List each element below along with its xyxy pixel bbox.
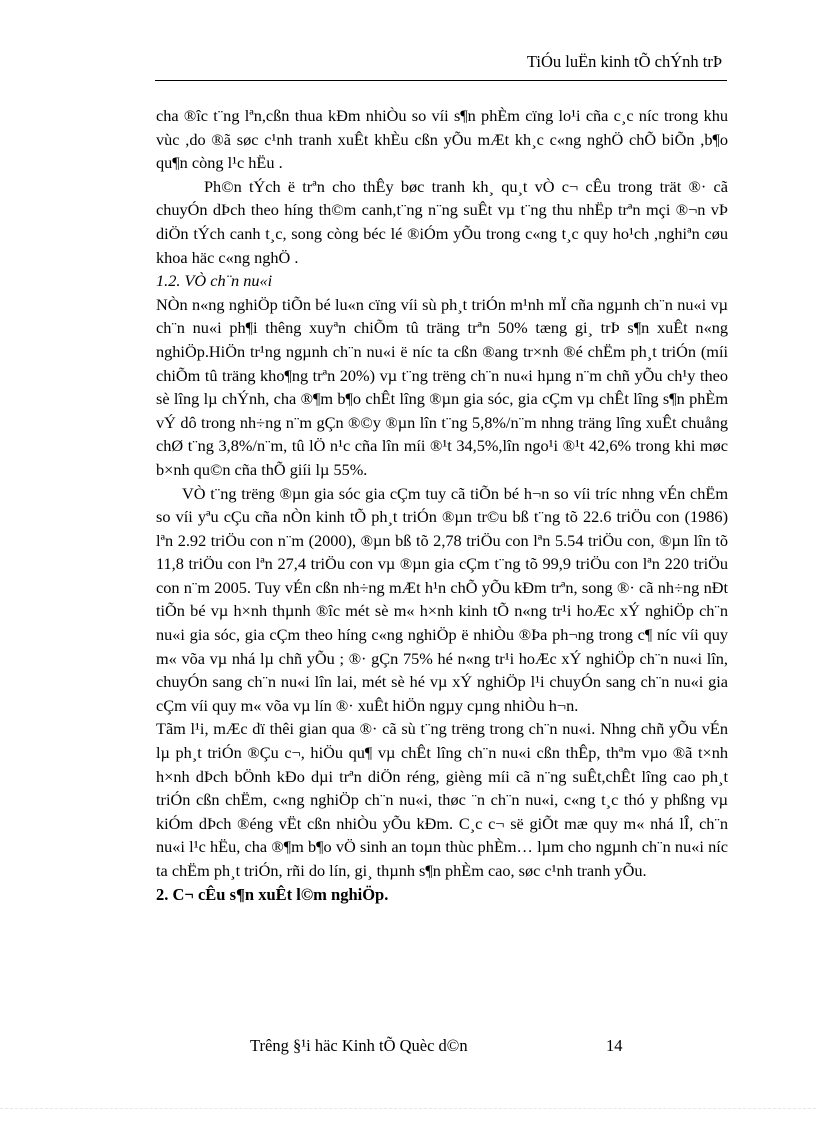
paragraph-5: Tãm l¹i, mÆc dï thêi gian qua ®· cã sù t¨ng trëng trong ch¨n nu«i. Nhng chñ yÕu vÉn lµ ph¸t triÓn ®Çu c¬, hiÖu qu¶ vµ chÊt lîng ch¨n nu«i cßn thÊp, thªm vµo ®ã t×nh h×nh dÞch bÖnh kÐo dµi trªn diÖn réng, gièng míi cã n¨ng suÊt,chÊt lîng cao ph¸t triÓn cßn chËm, c«ng nghiÖp ch¨n nu«i, thøc ¨n ch¨n nu«i, c«ng t¸c thó y phßng vµ kiÓm dÞch ®éng vËt cßn nhiÒu yÕu kÐm. C¸c c¬ së giÕt mæ quy m« nhá lÎ, ch¨n nu«i l¹c hËu, cha ®¶m b¶o vÖ sinh an toµn thùc phÈm… lµm cho ngµnh ch¨n nu«i níc ta chËm ph¸t triÓn, rñi do lín, gi¸ thµnh s¶n phÈm cao, søc c¹nh tranh yÕu. <box>156 719 728 880</box>
paragraph-1: cha ®îc t¨ng lªn,cßn thua kÐm nhiÒu so víi s¶n phÈm cïng lo¹i cña c¸c níc trong khu vùc ,do ®ã søc c¹nh tranh xuÊt khÈu cßn yÕu mÆt kh¸c c«ng nghÖ chÕ biÕn ,b¶o qu¶n còng l¹c hËu . <box>156 106 728 173</box>
paragraph-2: Ph©n tÝch ë trªn cho thÊy bøc tranh kh¸ qu¸t vÒ c¬ cÊu trong trät ®· cã chuyÓn dÞch theo híng th©m canh,t¨ng n¨ng suÊt vµ t¨ng thu nhËp trªn mçi ®¬n vÞ diÖn tÝch canh t¸c, song còng béc lé ®iÓm yÕu trong c«ng t¸c quy ho¹ch ,nghiªn cøu khoa häc c«ng nghÖ . <box>156 176 728 267</box>
footer-institution: Trêng §¹i häc Kinh tÕ Quèc d©n <box>250 1036 468 1055</box>
header-divider <box>155 80 727 81</box>
section-title: 1.2. VÒ ch¨n nu«i <box>156 271 273 291</box>
bottom-divider <box>0 1108 816 1109</box>
paragraph-3: NÒn n«ng nghiÖp tiÕn bé lu«n cïng víi sù ph¸t triÓn m¹nh mÏ cña ngµnh ch¨n nu«i vµ ch¨n nu«i ph¶i thêng xuyªn chiÕm tû träng trªn 50% tæng gi¸ trÞ s¶n xuÊt n«ng nghiÖp.HiÖn tr¹ng ngµnh ch¨n nu«i ë níc ta cßn ®ang tr×nh ®é chËm ph¸t triÓn (míi chiÕm tû träng kho¶ng trªn 20%) vµ t¨ng trëng ch¨n nu«i hµng n¨m chñ yÕu ch¹y theo sè lîng lµ chÝnh, cha ®¶m b¶o chÊt lîng ®µn gia sóc, gia cÇm vµ chÊt lîng s¶n phÈm vÝ dô trong nh÷ng n¨m gÇn ®©y ®µn lîn t¨ng 5,8%/n¨m nhng träng lîng xuÊt chuång chØ t¨ng 3,8%/n¨m, tû lÖ n¹c cña lîn míi ®¹t 34,5%,lîn ngo¹i ®¹t 42,6% trong khi møc b×nh qu©n cña thÕ giíi lµ 55%. <box>156 294 728 479</box>
page-number: 14 <box>606 1036 623 1055</box>
section-heading: 2. C¬ cÊu s¶n xuÊt l©m nghiÖp. <box>156 884 389 904</box>
running-header: TiÓu luËn kinh tÕ chÝnh trÞ <box>526 52 722 71</box>
page-body <box>156 104 728 906</box>
paragraph-4: VÒ t¨ng trëng ®µn gia sóc gia cÇm tuy cã tiÕn bé h¬n so víi tríc nhng vÉn chËm so víi yªu cÇu cña nÒn kinh tÕ ph¸t triÓn ®µn tr©u bß t¨ng tõ 22.6 triÖu con (1986) lªn 2.92 triÖu con n¨m (2000), ®µn bß tõ 2,78 triÖu con lªn 5.54 triÖu con, ®µn lîn tõ 11,8 triÖu con lªn 27,4 triÖu con vµ ®µn gia cÇm t¨ng tõ 99,9 triÖu con lªn 220 triÖu con n¨m 2005. Tuy vÉn cßn nh÷ng mÆt h¹n chÕ yÕu kÐm trªn, song ®· cã nh÷ng nÐt tiÕn bé vµ h×nh thµnh ®îc mét sè m« h×nh kinh tÕ n«ng tr¹i hoÆc xÝ nghiÖp ch¨n nu«i gia sóc, gia cÇm theo híng c«ng nghiÖp ë nhiÒu ®Þa ph¬ng trong c¶ níc víi quy m« võa vµ nhá lµ chñ yÕu ; ®· gÇn 75% hé n«ng tr¹i hoÆc xÝ nghiÖp ch¨n nu«i lîn, chuyÓn sang ch¨n nu«i lîn lai, mét sè hé vµ xÝ nghiÖp l¹i chuyÓn sang ch¨n nu«i gia cÇm víi quy m« võa vµ lín ®· xuÊt hiÖn ngµy cµng nhiÒu h¬n. <box>156 483 728 715</box>
